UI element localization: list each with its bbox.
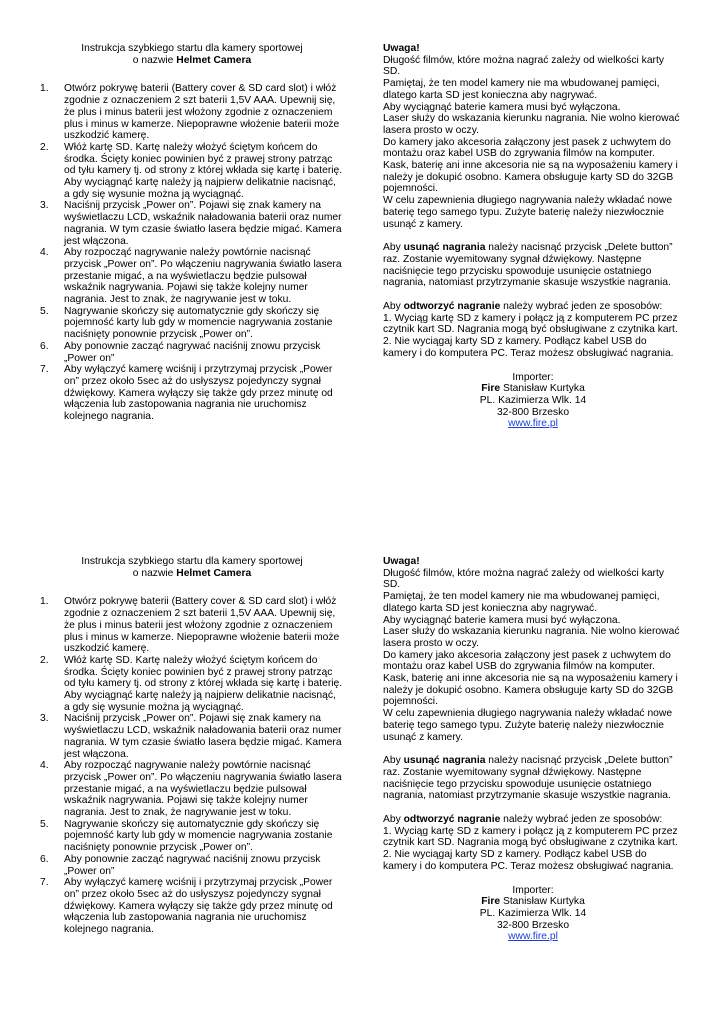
importer-website-link[interactable]: www.fire.pl [508, 418, 558, 430]
step-number: 1. [40, 596, 49, 608]
title-line-2 [40, 568, 344, 580]
step-number: 2. [40, 654, 49, 666]
document-title [40, 556, 344, 579]
warning-line: Aby wyciągnąć baterie kamera musi być wyłączona. [383, 101, 621, 113]
step-text: Aby rozpocząć nagrywanie należy powtórnie nacisnąć przycisk „Power on”. Po włączeniu nagrywania światło lasera przestanie migać, a na wyświetlaczu będzie pulsował wskaźnik nagrywania. Pojawi się także kolejny numer nagrania. Jest to znak, że nagrywanie jest w toku. [64, 760, 342, 819]
document-title [40, 43, 344, 66]
playback-instructions: Aby odtworzyć nagranie należy wybrać jeden ze sposobów: [383, 301, 663, 313]
step-number: 5. [40, 305, 49, 317]
notes-column [383, 43, 683, 430]
warning-line: Długość filmów, które można nagrać zależy od wielkości karty SD. [383, 567, 664, 591]
playback-option: 1. Wyciąg kartę SD z kamery i połącz ją z komputerem PC przez czytnik kart SD. Nagrania mogą być obsługiwane z czytnika kart. [383, 312, 678, 336]
step-text: Aby wyłączyć kamerę wciśnij i przytrzymaj przycisk „Power on” przez około 5sec aż do usłyszysz pojedynczy sygnał dźwiękowy. Kamera wyłączy się także gdy przez minutę od włączenia lub zastopowania nagrania nie uruchomisz kolejnego nagrania. [64, 877, 333, 936]
step-text: Włóż kartę SD. Kartę należy włożyć ściętym końcem do środka. Ścięty koniec powinien być z prawej strony patrząc od tyłu kamery tj. od strony z której wkłada się kartę i baterię. Aby wyciągnąć kartę należy ją najpierw delikatnie nacisnąć, a gdy się wysunie można ją wyciągnąć. [64, 141, 343, 200]
step-number: 5. [40, 818, 49, 830]
delete-instructions: Aby usunąć nagrania należy nacisnąć przycisk „Delete button” raz. Zostanie wyemitowany sygnał dźwiękowy. Następne naciśnięcie tego przycisku spowoduje usunięcie ostatniego nagrania, natomiast przytrzymanie skasuje wszystkie nagrania. [383, 242, 673, 289]
step-number: 7. [40, 364, 49, 376]
product-name: Helmet Camera [176, 54, 252, 66]
notes-column [383, 556, 683, 943]
importer-city: 32-800 Brzesko [496, 406, 570, 418]
step-text: Nagrywanie skończy się automatycznie gdy skończy się pojemność karty lub gdy w momencie nagrywania zostanie naciśnięty ponownie przycisk „Power on”. [64, 305, 333, 341]
step-text: Otwórz pokrywę baterii (Battery cover & SD card slot) i włóż zgodnie z oznaczeniem 2 szt baterii 1,5V AAA. Upewnij się, że plus i minus baterii jest włożony zgodnie z oznaczeniem plus i minus w kamerze. Niepoprawne włożenie baterii może uszkodzić kamerę. [64, 596, 340, 655]
step-text: Aby ponownie zacząć nagrywać naciśnij znowu przycisk „Power on” [64, 853, 321, 877]
step-item [40, 341, 344, 364]
step-text: Otwórz pokrywę baterii (Battery cover & SD card slot) i włóż zgodnie z oznaczeniem 2 szt baterii 1,5V AAA. Upewnij się, że plus i minus baterii jest włożony zgodnie z oznaczeniem plus i minus w kamerze. Niepoprawne włożenie baterii może uszkodzić kamerę. [64, 83, 340, 142]
step-text: Aby wyłączyć kamerę wciśnij i przytrzymaj przycisk „Power on” przez około 5sec aż do usłyszysz pojedynczy sygnał dźwiękowy. Kamera wyłączy się także gdy przez minutę od włączenia lub zastopowania nagrania nie uruchomisz kolejnego nagrania. [64, 364, 333, 423]
warning-line: Do kamery jako akcesoria załączony jest pasek z uchwytem do montażu oraz kabel USB do zgrywania filmów na komputer. [383, 649, 671, 673]
title-line-2 [40, 55, 344, 67]
step-text: Aby ponownie zacząć nagrywać naciśnij znowu przycisk „Power on” [64, 340, 321, 364]
step-item [40, 247, 344, 306]
warning-line: Laser służy do wskazania kierunku nagrania. Nie wolno kierować lasera prosto w oczy. [383, 113, 680, 136]
warning-line: Pamiętaj, że ten model kamery nie ma wbudowanej pamięci, dlatego karta SD jest konieczna aby nagrywać. [383, 78, 660, 101]
warning-title: Uwaga! [383, 43, 420, 54]
importer-label: Importer: [512, 371, 554, 383]
warning-line: Długość filmów, które można nagrać zależy od wielkości karty SD. [383, 54, 664, 78]
importer-street: PL. Kazimierza Wlk. 14 [479, 394, 587, 406]
step-number: 7. [40, 877, 49, 889]
step-text: Nagrywanie skończy się automatycznie gdy skończy się pojemność karty lub gdy w momencie nagrywania zostanie naciśnięty ponownie przycisk „Power on”. [64, 818, 333, 854]
step-item [40, 306, 344, 341]
step-item [40, 713, 344, 760]
step-number: 3. [40, 713, 49, 725]
step-item [40, 142, 344, 201]
instructions-column [40, 43, 344, 423]
importer-website-link[interactable]: www.fire.pl [508, 931, 558, 943]
importer-label: Importer: [512, 884, 554, 896]
warning-line: Kask, baterię ani inne akcesoria nie są na wyposażeniu kamery i należy je dokupić osobno. Kamera obsługuje karty SD do 32GB pojemności. [383, 673, 678, 708]
step-number: 6. [40, 853, 49, 865]
step-item [40, 655, 344, 714]
warning-line: W celu zapewnienia długiego nagrywania należy wkładać nowe baterię tego samego typu. Zużyte baterię należy niezwłocznie usunąć z kamery. [383, 708, 673, 743]
step-text: Włóż kartę SD. Kartę należy włożyć ściętym końcem do środka. Ścięty koniec powinien być z prawej strony patrząc od tyłu kamery tj. od strony z której wkłada się kartę i baterię. Aby wyciągnąć kartę należy ją najpierw delikatnie nacisnąć, a gdy się wysunie można ją wyciągnąć. [64, 654, 343, 713]
importer-city: 32-800 Brzesko [496, 919, 570, 931]
step-item [40, 364, 344, 423]
importer-name: Fire Stanisław Kurtyka [481, 383, 585, 395]
importer-block [383, 885, 683, 944]
instruction-sheet-bottom [0, 513, 724, 1025]
step-item [40, 200, 344, 247]
importer-street: PL. Kazimierza Wlk. 14 [479, 907, 587, 919]
instructions-column [40, 556, 344, 936]
step-item [40, 596, 344, 655]
step-number: 1. [40, 83, 49, 95]
step-item [40, 877, 344, 936]
playback-option: 1. Wyciąg kartę SD z kamery i połącz ją z komputerem PC przez czytnik kart SD. Nagrania mogą być obsługiwane z czytnika kart. [383, 825, 678, 849]
warning-title: Uwaga! [383, 556, 420, 567]
step-number: 3. [40, 200, 49, 212]
instruction-sheet-top [0, 0, 724, 512]
playback-option: 2. Nie wyciągaj karty SD z kamery. Podłącz kabel USB do kamery i do komputera PC. Teraz możesz obsługiwać nagrania. [383, 849, 674, 872]
step-item [40, 760, 344, 819]
step-item [40, 83, 344, 142]
step-number: 6. [40, 340, 49, 352]
step-text: Aby rozpocząć nagrywanie należy powtórnie nacisnąć przycisk „Power on”. Po włączeniu nagrywania światło lasera przestanie migać, a na wyświetlaczu będzie pulsował wskaźnik nagrywania. Pojawi się także kolejny numer nagrania. Jest to znak, że nagrywanie jest w toku. [64, 247, 342, 306]
warning-line: Aby wyciągnąć baterie kamera musi być wyłączona. [383, 614, 621, 626]
warning-line: Kask, baterię ani inne akcesoria nie są na wyposażeniu kamery i należy je dokupić osobno. Kamera obsługuje karty SD do 32GB pojemności. [383, 160, 678, 195]
title-prefix: o nazwie [132, 54, 177, 66]
product-name: Helmet Camera [176, 567, 252, 579]
steps-list [40, 596, 344, 935]
warning-line: W celu zapewnienia długiego nagrywania należy wkładać nowe baterię tego samego typu. Zużyte baterię należy niezwłocznie usunąć z kamery. [383, 195, 673, 230]
warning-line: Do kamery jako akcesoria załączony jest pasek z uchwytem do montażu oraz kabel USB do zgrywania filmów na komputer. [383, 136, 671, 160]
title-prefix: o nazwie [132, 567, 177, 579]
playback-instructions: Aby odtworzyć nagranie należy wybrać jeden ze sposobów: [383, 814, 663, 826]
warning-line: Laser służy do wskazania kierunku nagrania. Nie wolno kierować lasera prosto w oczy. [383, 626, 680, 649]
importer-block [383, 372, 683, 431]
title-line-1: Instrukcja szybkiego startu dla kamery sportowej [81, 556, 303, 567]
title-line-1: Instrukcja szybkiego startu dla kamery sportowej [81, 43, 303, 54]
playback-option: 2. Nie wyciągaj karty SD z kamery. Podłącz kabel USB do kamery i do komputera PC. Teraz możesz obsługiwać nagrania. [383, 336, 674, 359]
importer-name: Fire Stanisław Kurtyka [481, 896, 585, 908]
step-text: Naciśnij przycisk „Power on”. Pojawi się znak kamery na wyświetlaczu LCD, wskaźnik naładowania baterii oraz numer nagrania. W tym czasie światło lasera będzie migać. Kamera jest włączona. [64, 200, 342, 247]
step-item [40, 854, 344, 877]
step-number: 2. [40, 141, 49, 153]
step-number: 4. [40, 247, 49, 259]
warning-line: Pamiętaj, że ten model kamery nie ma wbudowanej pamięci, dlatego karta SD jest konieczna aby nagrywać. [383, 591, 660, 614]
step-item [40, 819, 344, 854]
steps-list [40, 83, 344, 422]
delete-instructions: Aby usunąć nagrania należy nacisnąć przycisk „Delete button” raz. Zostanie wyemitowany sygnał dźwiękowy. Następne naciśnięcie tego przycisku spowoduje usunięcie ostatniego nagrania, natomiast przytrzymanie skasuje wszystkie nagrania. [383, 755, 673, 802]
step-text: Naciśnij przycisk „Power on”. Pojawi się znak kamery na wyświetlaczu LCD, wskaźnik naładowania baterii oraz numer nagrania. W tym czasie światło lasera będzie migać. Kamera jest włączona. [64, 713, 342, 760]
step-number: 4. [40, 760, 49, 772]
